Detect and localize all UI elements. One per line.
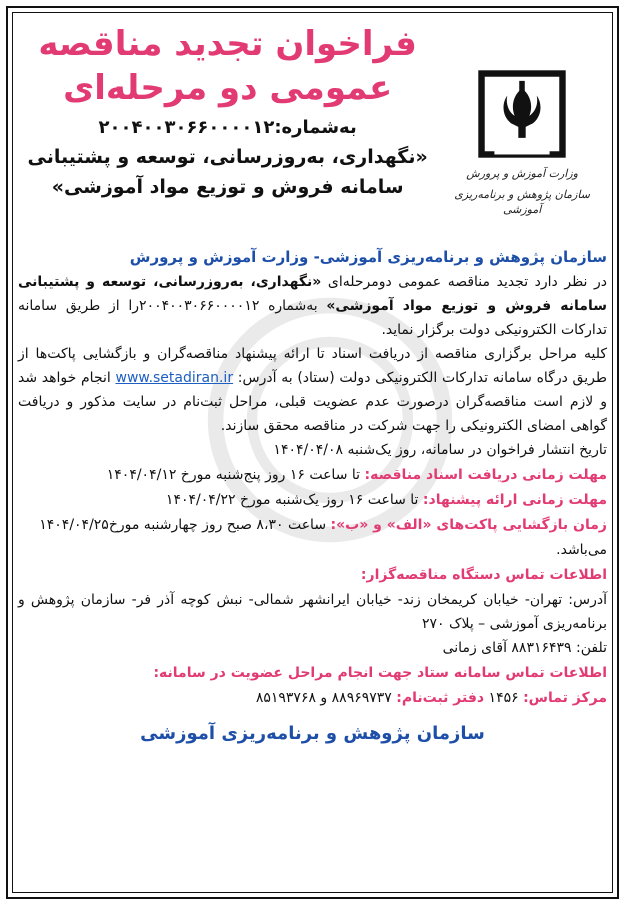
document-deadline [18, 463, 607, 488]
setad-website-link[interactable]: www.setadiran.ir [115, 370, 234, 386]
call-center-number: ۱۴۵۶ [484, 690, 524, 706]
setad-contact-heading: اطلاعات تماس سامانه ستاد جهت انجام مراحل عضویت در سامانه: [153, 665, 607, 681]
contact-heading: اطلاعات تماس دستگاه مناقصه‌گزار: [360, 567, 607, 583]
title-block [18, 18, 437, 240]
organization-heading: سازمان پژوهش و برنامه‌ریزی آموزشی- وزارت آموزش و پرورش [129, 248, 607, 266]
notice-title-line2: عمومی دو مرحله‌ای [63, 68, 393, 108]
iran-emblem-icon [476, 68, 568, 160]
tender-subject-line1: «نگهداری، به‌روزرسانی، توسعه و پشتیبانی [27, 146, 428, 168]
intro-subject: «نگهداری، به‌روزرسانی، توسعه و پشتیبانی سامانه فروش و توزیع مواد آموزشی» [18, 274, 607, 314]
process-text: کلیه مراحل برگزاری مناقصه از دریافت اسناد تا ارائه پیشنهاد مناقصه‌گران و بازگشایی پاکت‌ها از طریق درگاه سامانه تدارکات الکترونیکی دولت (ستاد) به آدرس: [18, 346, 607, 386]
opening-time-label: زمان بازگشایی پاکت‌های «الف» و «ب»: [330, 517, 607, 533]
offer-deadline-value: تا ساعت ۱۶ روز یک‌شنبه مورخ ۱۴۰۴/۰۴/۲۲ [165, 492, 423, 508]
document-deadline-value: تا ساعت ۱۶ روز پنج‌شنبه مورخ ۱۴۰۴/۰۴/۱۲ [106, 467, 365, 483]
offer-deadline [18, 488, 607, 513]
offer-deadline-label: مهلت زمانی ارائه پیشنهاد: [422, 492, 607, 508]
header-section [18, 18, 607, 240]
intro-text: در نظر دارد تجدید مناقصه عمومی دومرحله‌ای [321, 274, 608, 290]
notice-content [18, 18, 607, 887]
intro-text-end: به‌شماره ۲۰۰۴۰۰۳۰۶۶۰۰۰۰۱۲را از طریق سامانه تدارکات الکترونیکی دولت برگزار نماید. [18, 298, 607, 338]
opening-time-value: ساعت ۸،۳۰ صبح روز چهارشنبه مورخ۱۴۰۴/۰۴/۲۵ می‌باشد. [39, 517, 607, 558]
registry-office-label: دفتر ثبت‌نام: [396, 690, 485, 706]
logo-block [437, 18, 607, 240]
call-center-label: مرکز تماس: [523, 690, 607, 706]
registry-office-numbers: ۸۸۹۶۹۷۳۷ و ۸۵۱۹۳۷۶۸ [255, 690, 397, 706]
publish-date: تاریخ انتشار فراخوان در سامانه، روز یک‌شنبه ۱۴۰۴/۰۴/۰۸ [273, 442, 607, 458]
tender-number: به‌شماره:۲۰۰۴۰۰۳۰۶۶۰۰۰۰۱۲ [98, 117, 357, 138]
tender-subject-line2: سامانه فروش و توزیع مواد آموزشی» [51, 176, 404, 198]
footer-organization: سازمان پژوهش و برنامه‌ریزی آموزشی [140, 723, 485, 744]
process-paragraph [18, 342, 607, 438]
opening-time [18, 513, 607, 563]
contact-phone: تلفن: ۸۸۳۱۶۴۳۹ آقای زمانی [442, 640, 607, 656]
contact-address: آدرس: تهران- خیابان کریمخان زند- خیابان ایرانشهر شمالی- نبش کوچه آذر فر- سازمان پژوهش و برنامه‌ریزی آموزشی – پلاک ۲۷۰ [18, 592, 607, 632]
logo-caption-ministry: وزارت آموزش و پرورش [466, 167, 578, 180]
setad-contact-numbers [18, 686, 607, 711]
logo-caption-organization: سازمان پژوهش و برنامه‌ریزی آموزشی [454, 188, 590, 216]
intro-paragraph [18, 270, 607, 342]
process-text-end: انجام خواهد شد و لازم است مناقصه‌گران درصورت عدم عضویت قبلی، مراحل ثبت‌نام در سایت مذکور و دریافت گواهی امضای الکترونیکی را جهت شرکت در مناقصه محقق سازند. [18, 370, 607, 434]
notice-title-line1: فراخوان تجدید مناقصه [38, 24, 417, 64]
document-deadline-label: مهلت زمانی دریافت اسناد مناقصه: [364, 467, 607, 483]
